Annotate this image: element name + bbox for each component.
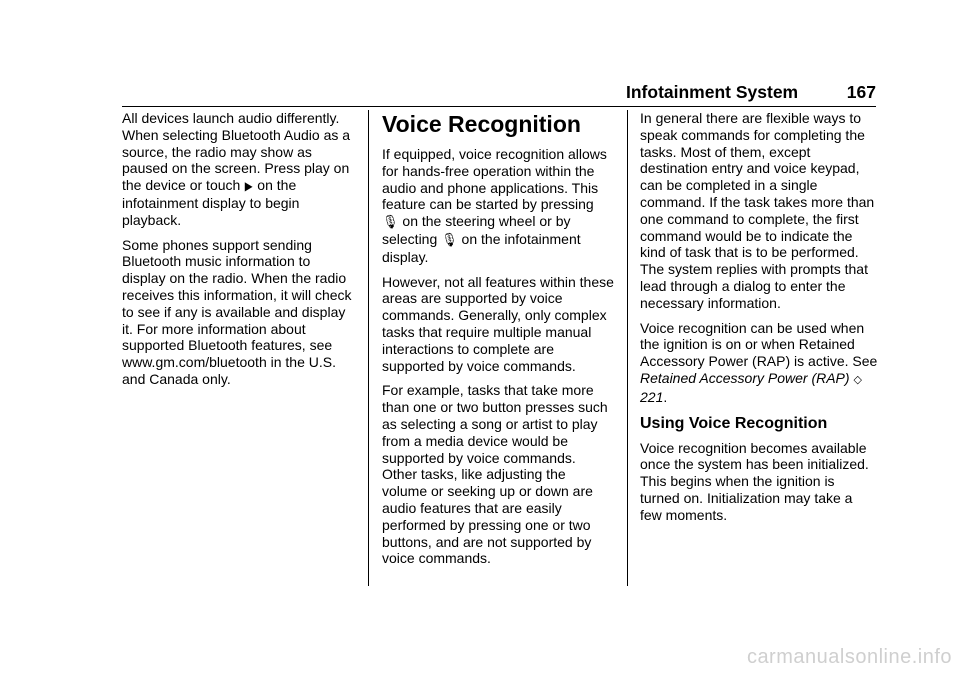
play-icon: ▶ [244, 179, 253, 194]
paragraph-initialization: Voice recognition becomes available once the system has been initialized. This begins when the ignition is turned on. Initialization may take a few moments. [640, 439, 869, 523]
column-divider-2 [627, 110, 628, 586]
watermark: carmanualsonline.info [746, 646, 952, 668]
paragraph-flexible-commands: In general there are flexible ways to speak commands for completing the tasks. Most of them, except destination entry and voice keypad, can be completed in a single command. If the task takes more than one command to complete, the first command would be to indicate the kind of task that is to be performed. The system replies with prompts that lead through a dialog to enter the necessary information. [640, 110, 875, 311]
column-2 [382, 110, 614, 575]
paragraph-ignition: Voice recognition can be used when the ignition is on or when Retained Accessory Power (RAP) is active. See Retained Accessory Power (RAP) ◇ 221. [640, 319, 878, 405]
section-heading-voice-recognition: Voice Recognition [382, 111, 581, 137]
paragraph-bluetooth-info: Some phones support sending Bluetooth music information to display on the radio. When the radio receives this information, it will check to see if any is available and display it. For more information about supported Bluetooth features, see www.gm.com/bluetooth in the U.S. and Canada only. [122, 236, 352, 387]
page-number: 167 [846, 82, 876, 102]
paragraph-voice-limits: However, not all features within these areas are supported by voice commands. Generally, only complex tasks that require multiple manual interactions to complete are supported by voice commands. [382, 273, 614, 374]
voice-icon: 🎙 [441, 231, 458, 247]
column-3 [640, 110, 878, 532]
reference-arrow-icon: ◇ [853, 373, 862, 386]
page-header [626, 82, 876, 103]
subheading-using-voice-recognition: Using Voice Recognition [640, 414, 828, 432]
paragraph-voice-intro: If equipped, voice recognition allows for hands-free operation within the audio and phone applications. This feature can be started by pressing 🎙 on the steering wheel or by selecting 🎙 on the infotainment display. [382, 146, 607, 265]
section-title: Infotainment System [626, 82, 799, 102]
cross-reference-page[interactable]: 221 [640, 388, 664, 405]
paragraph-bluetooth-audio: All devices launch audio differently. When selecting Bluetooth Audio as a source, the radio may show as paused on the screen. Press play on the device or touch ▶ on the infotainment display to begin playback. [122, 110, 351, 228]
column-1 [122, 110, 354, 396]
paragraph-voice-examples: For example, tasks that take more than one or two button presses such as selecting a song or artist to play from a media device would be supported by voice commands. Other tasks, like adjusting the volume or seeking up or down are audio features that are easily performed by pressing one or two buttons, and are not supported by voice commands. [382, 382, 608, 567]
header-rule [122, 106, 876, 107]
voice-icon: 🎙 [382, 214, 399, 230]
column-divider-1 [368, 110, 369, 586]
cross-reference-link[interactable]: Retained Accessory Power (RAP) [640, 369, 850, 386]
